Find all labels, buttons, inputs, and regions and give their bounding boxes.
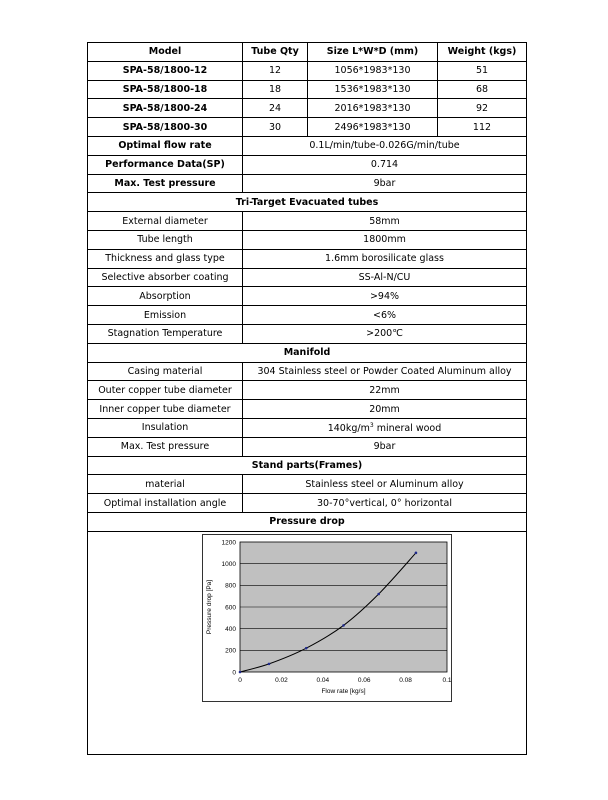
spec-label: Emission — [88, 306, 243, 325]
model-tube-qty: 18 — [243, 80, 308, 99]
spec-row — [88, 287, 527, 306]
spec-value: Stainless steel or Aluminum alloy — [243, 475, 527, 494]
spec-row — [88, 418, 527, 437]
model-name: SPA-58/1800-30 — [88, 118, 243, 137]
spec-value: 1.6mm borosilicate glass — [243, 249, 527, 268]
section-row — [88, 512, 527, 531]
spec-row — [88, 362, 527, 381]
model-row — [88, 61, 527, 80]
optimal-flow-rate-row — [88, 136, 527, 155]
x-tick-label: 0.02 — [275, 676, 288, 684]
insulation-material: mineral wood — [373, 422, 442, 434]
data-point — [415, 551, 418, 554]
model-weight: 68 — [438, 80, 527, 99]
model-size: 1536*1983*130 — [308, 80, 438, 99]
model-tube-qty: 30 — [243, 118, 308, 137]
spec-row — [88, 230, 527, 249]
x-tick-label: 0.1 — [442, 676, 452, 684]
spec-label: Insulation — [88, 418, 243, 437]
data-point — [305, 647, 308, 650]
max-test-pressure-row — [88, 174, 527, 193]
header-model: Model — [88, 43, 243, 62]
pressure-drop-title: Pressure drop — [88, 512, 527, 531]
model-row — [88, 80, 527, 99]
header-size: Size L*W*D (mm) — [308, 43, 438, 62]
spec-row — [88, 249, 527, 268]
spec-value: 58mm — [243, 212, 527, 231]
stand-section-title: Stand parts(Frames) — [88, 456, 527, 475]
models-header-row — [88, 43, 527, 62]
spec-value: 20mm — [243, 400, 527, 419]
y-tick-label: 200 — [225, 647, 236, 655]
optimal-flow-rate-value: 0.1L/min/tube-0.026G/min/tube — [243, 136, 527, 155]
spec-label: Thickness and glass type — [88, 249, 243, 268]
spec-label: Max. Test pressure — [88, 437, 243, 456]
spec-label: Optimal installation angle — [88, 494, 243, 513]
y-axis-label: Pressure drop [Pa] — [206, 579, 213, 634]
model-name: SPA-58/1800-18 — [88, 80, 243, 99]
manifold-section-title: Manifold — [88, 343, 527, 362]
max-test-pressure-label: Max. Test pressure — [88, 174, 243, 193]
spec-label: Outer copper tube diameter — [88, 381, 243, 400]
spec-label: Inner copper tube diameter — [88, 400, 243, 419]
y-tick-label: 600 — [225, 604, 236, 612]
spec-row — [88, 212, 527, 231]
data-point — [377, 592, 380, 595]
spec-label: Absorption — [88, 287, 243, 306]
chart-cell — [88, 531, 527, 754]
spec-row — [88, 306, 527, 325]
performance-data-row — [88, 155, 527, 174]
insulation-unit-exponent: 3 — [369, 421, 374, 429]
insulation-density: 140kg/m — [327, 422, 370, 434]
spec-value: 30-70°vertical, 0° horizontal — [243, 494, 527, 513]
data-point — [239, 670, 242, 673]
pressure-drop-chart — [202, 534, 452, 702]
model-size: 2496*1983*130 — [308, 118, 438, 137]
model-weight: 51 — [438, 61, 527, 80]
spec-label: Stagnation Temperature — [88, 324, 243, 343]
y-tick-label: 0 — [232, 669, 236, 677]
section-row — [88, 456, 527, 475]
spec-label: Tube length — [88, 230, 243, 249]
x-tick-label: 0.06 — [357, 676, 371, 684]
spec-value: <6% — [243, 306, 527, 325]
optimal-flow-rate-label: Optimal flow rate — [88, 136, 243, 155]
chart-row — [88, 531, 527, 754]
spec-row — [88, 400, 527, 419]
header-tube-qty: Tube Qty — [243, 43, 308, 62]
model-size: 2016*1983*130 — [308, 99, 438, 118]
section-row — [88, 193, 527, 212]
max-test-pressure-value: 9bar — [243, 174, 527, 193]
spec-table — [87, 42, 527, 755]
model-weight: 92 — [438, 99, 527, 118]
model-name: SPA-58/1800-12 — [88, 61, 243, 80]
tubes-section-title: Tri-Target Evacuated tubes — [88, 193, 527, 212]
header-weight: Weight (kgs) — [438, 43, 527, 62]
spec-row — [88, 381, 527, 400]
y-tick-label: 1000 — [221, 560, 236, 568]
section-row — [88, 343, 527, 362]
x-tick-label: 0.08 — [399, 676, 412, 684]
spec-value: 304 Stainless steel or Powder Coated Aluminum alloy — [243, 362, 527, 381]
performance-data-label: Performance Data(SP) — [88, 155, 243, 174]
spec-value: 1800mm — [243, 230, 527, 249]
model-tube-qty: 12 — [243, 61, 308, 80]
x-tick-label: 0 — [238, 676, 242, 684]
chart-wrap — [88, 532, 526, 754]
y-tick-label: 800 — [225, 582, 236, 590]
data-point — [342, 624, 345, 627]
y-tick-label: 400 — [225, 625, 236, 633]
spec-row — [88, 268, 527, 287]
x-axis-label: Flow rate [kg/s] — [321, 687, 366, 695]
spec-label: Casing material — [88, 362, 243, 381]
spec-row — [88, 324, 527, 343]
y-tick-label: 1200 — [221, 539, 236, 547]
model-row — [88, 99, 527, 118]
x-tick-label: 0.04 — [316, 676, 330, 684]
model-weight: 112 — [438, 118, 527, 137]
model-row — [88, 118, 527, 137]
spec-row — [88, 475, 527, 494]
performance-data-value: 0.714 — [243, 155, 527, 174]
model-size: 1056*1983*130 — [308, 61, 438, 80]
spec-value: 9bar — [243, 437, 527, 456]
spec-value: 22mm — [243, 381, 527, 400]
model-name: SPA-58/1800-24 — [88, 99, 243, 118]
spec-label: External diameter — [88, 212, 243, 231]
spec-label: Selective absorber coating — [88, 268, 243, 287]
spec-label: material — [88, 475, 243, 494]
spec-value: >94% — [243, 287, 527, 306]
spec-row — [88, 437, 527, 456]
spec-row — [88, 494, 527, 513]
model-tube-qty: 24 — [243, 99, 308, 118]
data-point — [268, 662, 271, 665]
insulation-value — [243, 418, 527, 437]
spec-value: SS-Al-N/CU — [243, 268, 527, 287]
spec-value: >200℃ — [243, 324, 527, 343]
